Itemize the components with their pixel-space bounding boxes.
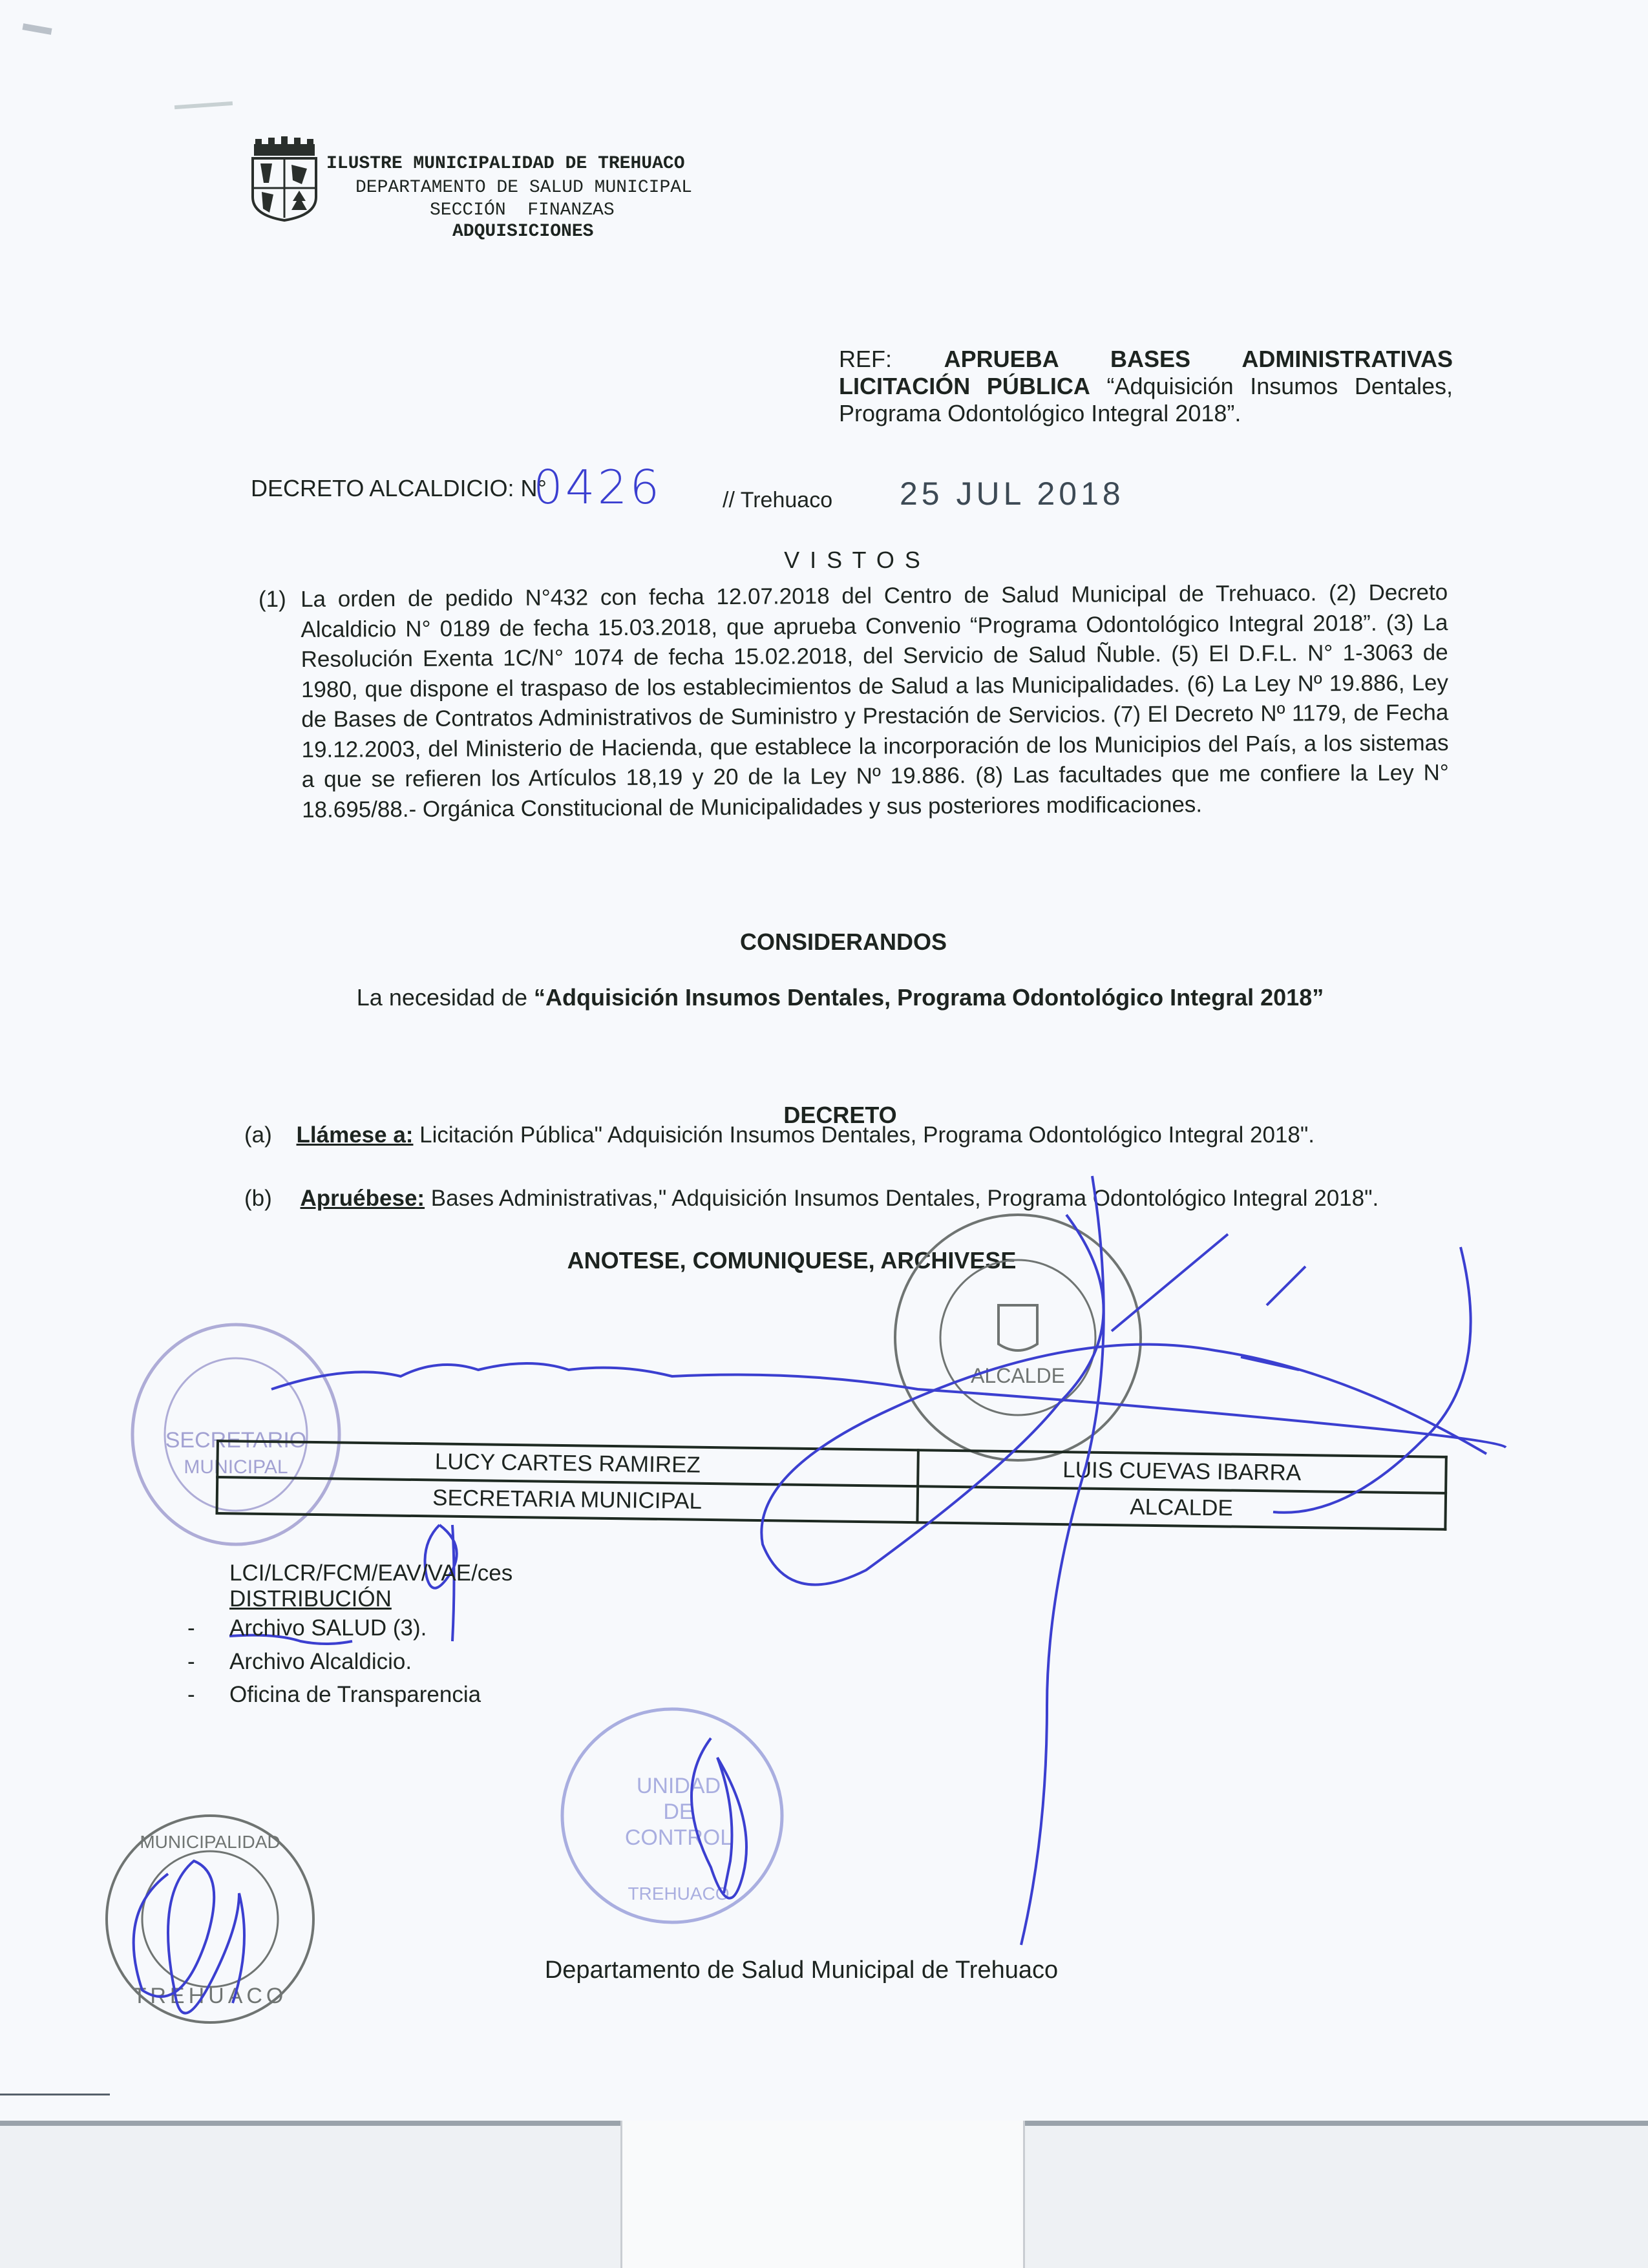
item-marker: (b) [244, 1186, 272, 1211]
letterhead-department: DEPARTAMENTO DE SALUD MUNICIPAL [355, 178, 692, 198]
left-signatory-name: LUCY CARTES RAMIREZ [217, 1441, 918, 1486]
svg-text:CONTROL: CONTROL [624, 1825, 733, 1850]
letterhead-municipality: ILUSTRE MUNICIPALIDAD DE TREHUACO [326, 154, 685, 174]
decree-number-handwritten: 0426 [533, 460, 662, 514]
right-signatory-name: LUIS CUEVAS IBARRA [918, 1450, 1446, 1493]
alcalde-signature [761, 1176, 1486, 1945]
footer-department: Departamento de Salud Municipal de Trehuaco [544, 1957, 1059, 1984]
ref-detail: “Adquisición Insumos Dentales, Programa Odontológico Integral 2018”. [839, 373, 1453, 426]
svg-text:MUNICIPAL: MUNICIPAL [184, 1456, 288, 1478]
vistos-heading: V I S T O S [784, 547, 922, 573]
distribution-item: Archivo SALUD (3). [229, 1615, 427, 1641]
vistos-text: La orden de pedido N°432 con fecha 12.07.2018 del Centro de Salud Municipal de Trehuaco. (2) Decreto Alcaldicio N° 0189 de fecha 15.03.2018, que aprueba Convenio “Programa Odontológico Integral 2018”. (3) La Resolución Exenta 1C/N° 1074 de fecha 15.02.2018, del Servicio de Salud Ñuble. (5) El D.F.L. N° 1-3063 de 1980, que dispone el traspaso de los establecimientos de Salud a las Municipalidades. (6) La Ley Nº 19.886, Ley de Bases de Contratos Administrativos de Suministro y Prestación de Servicios. (7) El Decreto Nº 1179, de Fecha 19.12.2003, del Ministerio de Hacienda, que establece la incorporación de los Municipios del País, a los sistemas a que se refieren los Artículos 18,19 y 20 de la Ley Nº 19.886. (8) Las facultades que me confiere la Ley N° 18.695/88.- Orgánica Constitucional de Municipalidades y sus posteriores modificaciones. [301, 580, 1449, 823]
item-marker: (a) [244, 1122, 272, 1148]
juridico-signature [134, 1861, 244, 2013]
letterhead-section: SECCIÓN FINANZAS [430, 200, 615, 220]
initials-reference: LCI/LCR/FCM/EAV/VAE/ces [229, 1560, 513, 1586]
date-stamp: 25 JUL 2018 [900, 476, 1125, 512]
svg-text:SECRETARIO: SECRETARIO [165, 1428, 307, 1453]
right-signatory-title: ALCALDE [917, 1486, 1446, 1529]
scan-clip [620, 2121, 1025, 2268]
svg-text:ALCALDE: ALCALDE [971, 1364, 1065, 1387]
decree-place: // Trehuaco [723, 488, 833, 512]
ref-subject: APRUEBA BASES ADMINISTRATIVAS LICITACIÓN PÚBLICA [839, 346, 1453, 399]
letterhead-unit: ADQUISICIONES [452, 222, 594, 242]
considerandos-heading: CONSIDERANDOS [739, 929, 947, 955]
distribution-heading: DISTRIBUCIÓN [229, 1586, 392, 1612]
closing-formula: ANOTESE, COMUNIQUESE, ARCHIVESE [567, 1247, 1017, 1274]
svg-text:DE: DE [663, 1800, 694, 1824]
item-text: Bases Administrativas," Adquisición Insumos Dentales, Programa Odontológico Integral 2018". [425, 1186, 1379, 1211]
decree-label: DECRETO ALCALDICIO: N° [251, 475, 547, 501]
svg-text:UNIDAD: UNIDAD [636, 1774, 721, 1798]
ref-label: REF: [839, 346, 893, 372]
control-signature [692, 1738, 746, 1898]
considerandos-prefix: La necesidad de [356, 984, 534, 1011]
divider-line [0, 2094, 110, 2095]
item-verb: Apruébese: [300, 1186, 425, 1211]
list-bullet: - [187, 1615, 195, 1641]
svg-text:TREHUACO: TREHUACO [132, 1984, 288, 2008]
item-verb: Llámese a: [296, 1122, 414, 1148]
svg-text:MUNICIPALIDAD: MUNICIPALIDAD [140, 1832, 280, 1852]
item-text: Licitación Pública" Adquisición Insumos Dentales, Programa Odontológico Integral 2018". [413, 1122, 1315, 1148]
decreto-heading: DECRETO [783, 1102, 897, 1128]
left-signatory-title: SECRETARIA MUNICIPAL [217, 1477, 918, 1522]
svg-text:TREHUACO: TREHUACO [628, 1884, 730, 1904]
vistos-number: (1) [259, 587, 286, 612]
considerandos-subject: “Adquisición Insumos Dentales, Programa Odontológico Integral 2018” [533, 984, 1324, 1011]
distribution-item: Archivo Alcaldicio. [229, 1649, 412, 1674]
list-bullet: - [187, 1649, 195, 1674]
list-bullet: - [187, 1682, 195, 1707]
distribution-item: Oficina de Transparencia [229, 1682, 481, 1707]
